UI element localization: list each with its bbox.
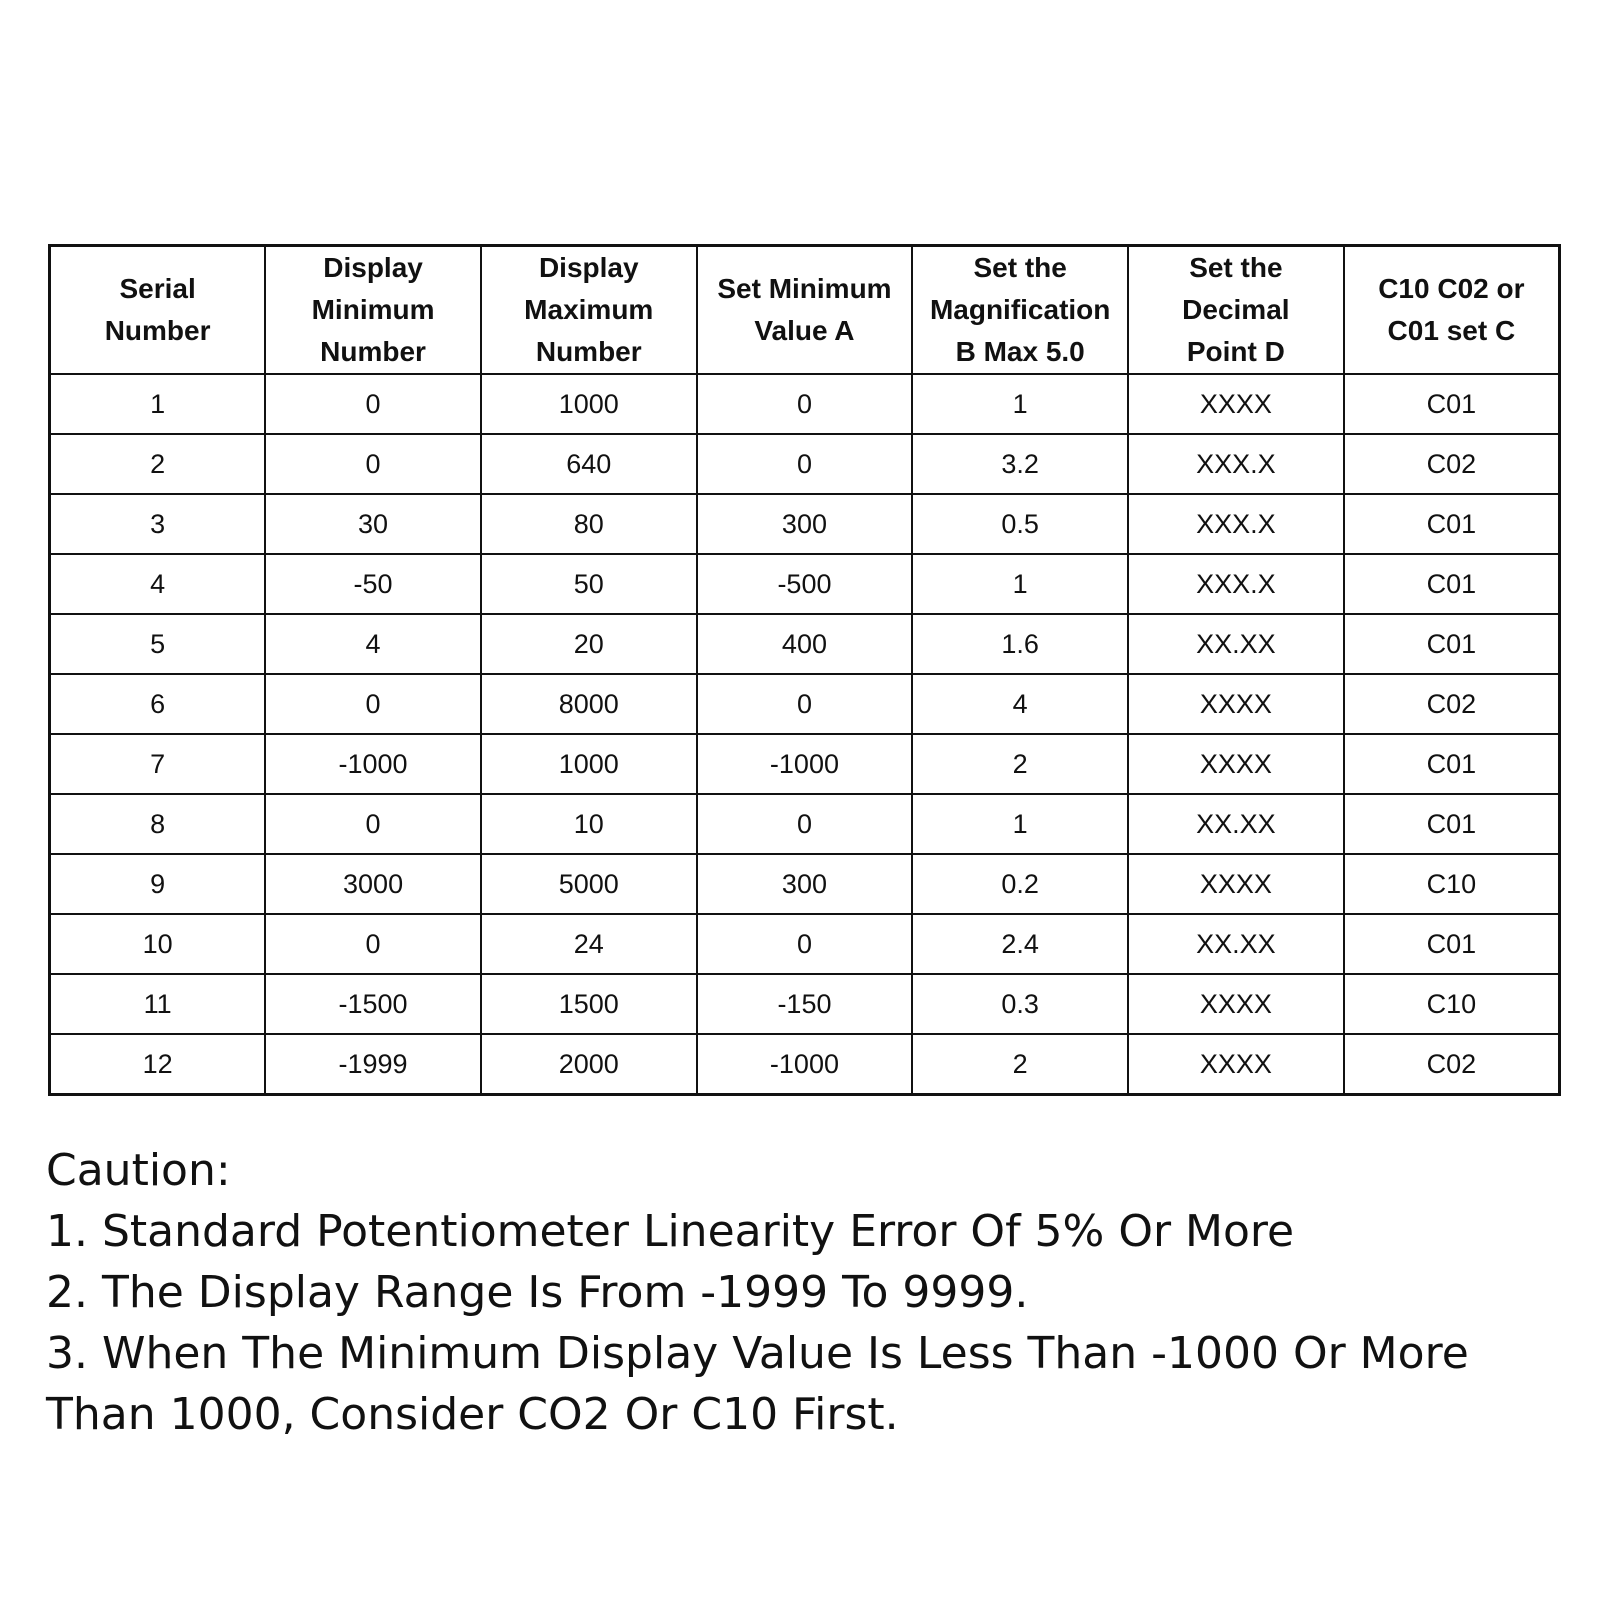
cell-display-minimum: 0 <box>265 674 481 734</box>
cell-serial-number: 2 <box>50 434 266 494</box>
cell-display-minimum: 4 <box>265 614 481 674</box>
cell-magnification: 2 <box>912 1034 1128 1095</box>
cell-display-maximum: 50 <box>481 554 697 614</box>
cell-decimal-point: XXXX <box>1128 374 1344 434</box>
cell-magnification: 1 <box>912 554 1128 614</box>
table-row <box>50 494 1560 554</box>
cell-serial-number: 1 <box>50 374 266 434</box>
table-row <box>50 974 1560 1034</box>
cell-magnification: 3.2 <box>912 434 1128 494</box>
cell-decimal-point: XX.XX <box>1128 914 1344 974</box>
cell-set-minimum-value: 0 <box>697 794 913 854</box>
cell-magnification: 2 <box>912 734 1128 794</box>
caution-line-2: 2. The Display Range Is From -1999 To 9999. <box>46 1267 1029 1318</box>
cell-set-minimum-value: 0 <box>697 674 913 734</box>
cell-serial-number: 5 <box>50 614 266 674</box>
cell-display-minimum: 3000 <box>265 854 481 914</box>
header-display-minimum: Display Minimum Number <box>265 246 481 375</box>
cell-decimal-point: XX.XX <box>1128 794 1344 854</box>
cell-set-c: C10 <box>1344 854 1560 914</box>
cell-set-c: C10 <box>1344 974 1560 1034</box>
cell-set-c: C01 <box>1344 794 1560 854</box>
cell-set-minimum-value: 400 <box>697 614 913 674</box>
cell-serial-number: 9 <box>50 854 266 914</box>
cell-magnification: 0.3 <box>912 974 1128 1034</box>
table-row <box>50 374 1560 434</box>
cell-display-minimum: -50 <box>265 554 481 614</box>
cell-display-minimum: 0 <box>265 914 481 974</box>
cell-display-maximum: 1500 <box>481 974 697 1034</box>
cell-decimal-point: XXX.X <box>1128 494 1344 554</box>
cell-magnification: 1 <box>912 374 1128 434</box>
cell-display-maximum: 20 <box>481 614 697 674</box>
settings-table <box>48 244 1561 1096</box>
cell-magnification: 0.5 <box>912 494 1128 554</box>
cell-decimal-point: XXXX <box>1128 974 1344 1034</box>
caution-title: Caution: <box>46 1145 231 1196</box>
cell-display-maximum: 1000 <box>481 734 697 794</box>
cell-display-minimum: -1500 <box>265 974 481 1034</box>
cell-decimal-point: XXX.X <box>1128 434 1344 494</box>
cell-display-minimum: 0 <box>265 434 481 494</box>
cell-set-c: C01 <box>1344 734 1560 794</box>
cell-set-c: C01 <box>1344 554 1560 614</box>
cell-display-maximum: 1000 <box>481 374 697 434</box>
cell-serial-number: 3 <box>50 494 266 554</box>
cell-display-minimum: 0 <box>265 794 481 854</box>
cell-serial-number: 4 <box>50 554 266 614</box>
cell-display-maximum: 24 <box>481 914 697 974</box>
cell-set-c: C02 <box>1344 1034 1560 1095</box>
cell-display-maximum: 2000 <box>481 1034 697 1095</box>
cell-decimal-point: XXXX <box>1128 674 1344 734</box>
header-serial-number: Serial Number <box>50 246 266 375</box>
cell-decimal-point: XXXX <box>1128 1034 1344 1095</box>
cell-display-minimum: -1999 <box>265 1034 481 1095</box>
cell-set-minimum-value: 0 <box>697 914 913 974</box>
cell-set-c: C01 <box>1344 614 1560 674</box>
cell-display-maximum: 5000 <box>481 854 697 914</box>
cell-set-minimum-value: -150 <box>697 974 913 1034</box>
table-row <box>50 794 1560 854</box>
table-row <box>50 554 1560 614</box>
table-row <box>50 434 1560 494</box>
cell-set-c: C01 <box>1344 914 1560 974</box>
cell-decimal-point: XXXX <box>1128 854 1344 914</box>
caution-line-1: 1. Standard Potentiometer Linearity Error Of 5% Or More <box>46 1206 1295 1257</box>
table-row <box>50 854 1560 914</box>
table-row <box>50 734 1560 794</box>
header-magnification: Set the Magnification B Max 5.0 <box>912 246 1128 375</box>
header-decimal-point: Set the Decimal Point D <box>1128 246 1344 375</box>
header-row <box>50 246 1560 375</box>
cell-display-maximum: 10 <box>481 794 697 854</box>
cell-magnification: 1.6 <box>912 614 1128 674</box>
cell-set-c: C02 <box>1344 674 1560 734</box>
cell-display-minimum: 30 <box>265 494 481 554</box>
cell-set-minimum-value: 300 <box>697 494 913 554</box>
header-set-c: C10 C02 or C01 set C <box>1344 246 1560 375</box>
cell-decimal-point: XX.XX <box>1128 614 1344 674</box>
table-row <box>50 674 1560 734</box>
cell-serial-number: 8 <box>50 794 266 854</box>
cell-set-c: C01 <box>1344 374 1560 434</box>
cell-decimal-point: XXX.X <box>1128 554 1344 614</box>
cell-set-minimum-value: 0 <box>697 374 913 434</box>
cell-magnification: 4 <box>912 674 1128 734</box>
cell-display-maximum: 640 <box>481 434 697 494</box>
table-row <box>50 614 1560 674</box>
cell-display-minimum: -1000 <box>265 734 481 794</box>
cell-set-minimum-value: -1000 <box>697 1034 913 1095</box>
cell-display-minimum: 0 <box>265 374 481 434</box>
cell-display-maximum: 80 <box>481 494 697 554</box>
cell-set-minimum-value: 0 <box>697 434 913 494</box>
cell-magnification: 0.2 <box>912 854 1128 914</box>
cell-serial-number: 7 <box>50 734 266 794</box>
table-header <box>50 246 1560 375</box>
cell-serial-number: 10 <box>50 914 266 974</box>
caution-line-3: 3. When The Minimum Display Value Is Less Than -1000 Or More Than 1000, Consider CO2 Or C10 First. <box>46 1328 1469 1440</box>
table-row <box>50 914 1560 974</box>
cell-serial-number: 12 <box>50 1034 266 1095</box>
header-set-minimum-value: Set Minimum Value A <box>697 246 913 375</box>
cell-display-maximum: 8000 <box>481 674 697 734</box>
header-display-maximum: Display Maximum Number <box>481 246 697 375</box>
cell-magnification: 2.4 <box>912 914 1128 974</box>
cell-set-c: C02 <box>1344 434 1560 494</box>
table-body <box>50 374 1560 1095</box>
cell-set-minimum-value: -500 <box>697 554 913 614</box>
cell-magnification: 1 <box>912 794 1128 854</box>
cell-serial-number: 11 <box>50 974 266 1034</box>
cell-decimal-point: XXXX <box>1128 734 1344 794</box>
cell-set-c: C01 <box>1344 494 1560 554</box>
cell-set-minimum-value: 300 <box>697 854 913 914</box>
cell-serial-number: 6 <box>50 674 266 734</box>
cell-set-minimum-value: -1000 <box>697 734 913 794</box>
caution-notes <box>46 1140 1546 1445</box>
table-row <box>50 1034 1560 1095</box>
